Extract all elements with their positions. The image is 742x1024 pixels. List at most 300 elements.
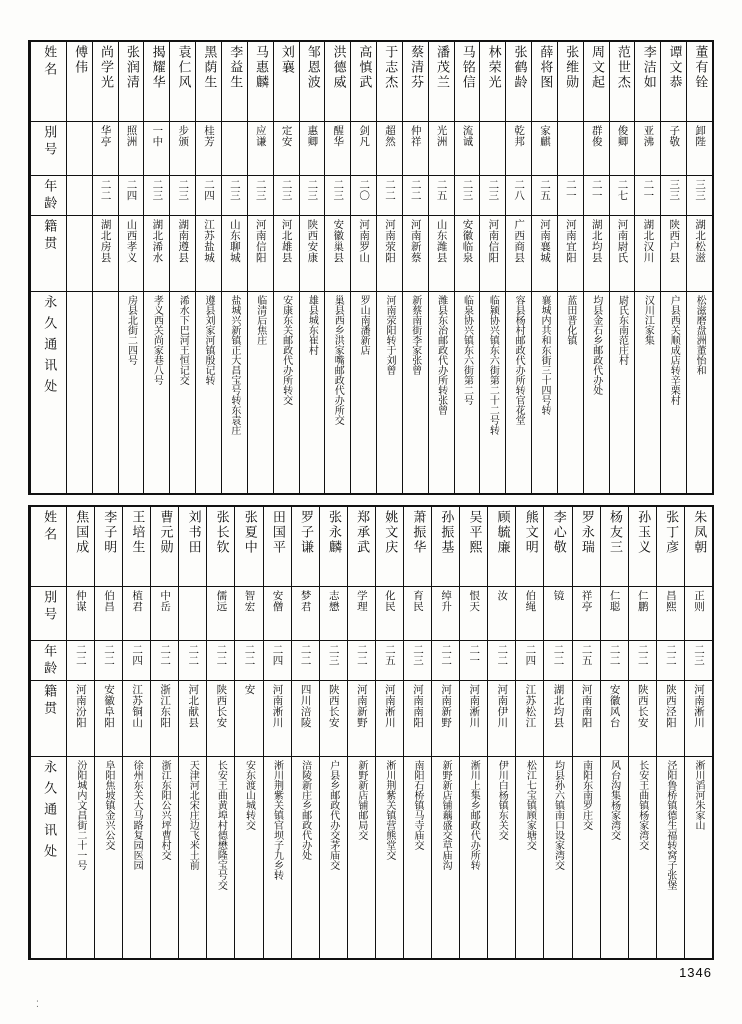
person-name-text: 邹恩波 [304,45,320,90]
person-address-text: 雄县城东崔村 [306,295,318,355]
person-native-place-text: 河北雄县 [280,219,293,263]
person-alias [95,587,122,641]
person-age [635,176,660,216]
person-address [558,292,583,493]
person-address-text: 临颍协兴镇东六街第二十二号转 [487,295,499,435]
person-age [235,641,262,681]
person-native-place-text: 安 [243,684,256,695]
person-age-text: 二五 [435,179,448,201]
person-name-text: 马惠麟 [253,45,269,90]
person-native-place-text: 河南伊川 [496,684,509,728]
person-native-place [264,681,291,757]
person-column [299,42,325,493]
person-alias [123,587,150,641]
person-native-place [460,681,487,757]
person-alias [403,122,428,176]
person-alias-text: 流诚 [461,125,474,147]
person-address-text: 淅川荆紫关镇官坝子九乡转 [271,760,283,880]
person-age [67,176,92,216]
person-name-text: 周文起 [589,45,605,90]
person-name [119,42,144,122]
person-address-text: 安康东关邮政代办所转交 [280,295,292,405]
person-column [459,507,487,958]
registry-table-top [28,40,714,495]
person-alias-text: 昌熙 [664,590,677,612]
person-age [170,176,195,216]
person-address-text: 蓝田普化镇 [564,295,576,345]
person-address [516,757,543,958]
person-name-text: 高慎武 [356,45,372,90]
person-alias [67,587,94,641]
person-column [169,42,195,493]
person-address [351,292,376,493]
person-column [195,42,221,493]
person-address-text: 孝义西关尚家巷八号 [151,295,163,385]
person-age [67,641,94,681]
person-native-place-text: 湖北均县 [590,219,603,263]
person-age-text: 二二 [299,644,312,666]
person-native-place-text: 陕西户县 [668,219,681,263]
header-address-text: 永久通讯处 [41,760,57,865]
person-age [610,176,635,216]
person-name-text: 杨友三 [606,510,622,555]
person-address [635,292,660,493]
person-name-text: 于志杰 [382,45,398,90]
person-name [320,507,347,587]
person-name [300,42,325,122]
person-age-text: 二四 [125,179,138,201]
person-name [685,507,712,587]
person-native-place [248,216,273,292]
person-name-text: 张维勋 [563,45,579,90]
person-name [635,42,660,122]
person-name-text: 谭文恭 [666,45,682,90]
person-alias-text: 一中 [151,125,164,147]
person-column [143,42,169,493]
header-name-text: 姓名 [41,510,57,544]
person-alias-text: 仁聪 [608,590,621,612]
person-alias [516,587,543,641]
person-age-text: 二三 [306,179,319,201]
person-column [531,42,557,493]
person-column [515,507,543,958]
person-age-text: 二三 [461,179,474,201]
person-native-place-text: 河南新野 [355,684,368,728]
person-alias-text: 育民 [412,590,425,612]
person-name-text: 李子明 [101,510,117,555]
person-age [376,641,403,681]
person-name [429,42,454,122]
person-name-text: 李益生 [227,45,243,90]
person-name [376,507,403,587]
person-native-place-text: 安徽临泉 [461,219,474,263]
person-alias-text: 照洲 [125,125,138,147]
person-age [584,176,609,216]
person-native-place [403,216,428,292]
person-alias [488,587,515,641]
person-address-text: 新蔡南街李家张曾 [409,295,421,375]
person-address [274,292,299,493]
person-address-text: 均县金石乡邮政代办处 [590,295,602,395]
person-column [92,42,118,493]
person-column [454,42,480,493]
person-alias-text: 子敬 [668,125,681,147]
person-native-place-text: 河南南阳 [412,684,425,728]
person-address [544,757,571,958]
person-address [532,292,557,493]
column-headers [30,42,66,493]
person-address-text: 松江七宝镇顾家塘交 [524,760,536,850]
person-alias-text: 正则 [692,590,705,612]
person-alias [432,587,459,641]
person-alias [661,122,686,176]
person-column [428,42,454,493]
person-address [95,757,122,958]
person-name-text: 熊文明 [522,510,538,555]
person-alias [429,122,454,176]
person-alias-text: 梦君 [299,590,312,612]
header-name [31,42,66,122]
person-name-text: 李心敬 [550,510,566,555]
person-name-text: 萧振华 [410,510,426,555]
person-column [291,507,319,958]
person-address [610,292,635,493]
person-age [432,641,459,681]
person-address-text: 罗山南潘新店 [358,295,370,355]
person-age [403,176,428,216]
person-alias [601,587,628,641]
person-alias-text: 步颁 [177,125,190,147]
person-address-text: 南阳石桥镇马寺庙交 [412,760,424,850]
person-name [123,507,150,587]
person-age-text: 二二 [243,644,256,666]
column-headers [30,507,66,958]
person-alias [320,587,347,641]
person-alias-text: 群俊 [590,125,603,147]
person-address-text: 河南荥阳转于刘曾 [383,295,395,375]
header-native-place-text: 籍贯 [41,219,57,253]
person-native-place [687,216,712,292]
person-name-text: 顾毓廉 [494,510,510,555]
person-native-place [292,681,319,757]
page-margin-mark: ⁚ [36,1000,39,1010]
person-name-text: 姚文庆 [382,510,398,555]
person-address-text: 户县西关顺成店转辛栗村 [668,295,680,405]
person-age [657,641,684,681]
person-age [377,176,402,216]
person-name [274,42,299,122]
person-address-text: 浠水下巴河王恒记交 [177,295,189,385]
person-name [222,42,247,122]
person-name [404,507,431,587]
person-native-place [573,681,600,757]
person-native-place [376,681,403,757]
person-name [93,42,118,122]
person-address-text: 淅川荆紫关镇营熊堂交 [383,760,395,860]
person-native-place [300,216,325,292]
person-native-place-text: 湖北松滋 [694,219,707,263]
person-native-place [432,681,459,757]
person-alias [248,122,273,176]
person-address [170,292,195,493]
person-address-text: 伊川白杨镇东关交 [496,760,508,840]
person-column [221,42,247,493]
person-name-text: 林荣光 [485,45,501,90]
person-age [687,176,712,216]
person-address [573,757,600,958]
person-address [222,292,247,493]
person-alias-text: 伯昌 [102,590,115,612]
person-alias [685,587,712,641]
person-address [403,292,428,493]
person-alias [532,122,557,176]
person-address [480,292,505,493]
person-native-place [455,216,480,292]
person-native-place-text: 河南襄城 [539,219,552,263]
person-address [123,757,150,958]
person-address [300,292,325,493]
person-name-text: 罗子谦 [297,510,313,555]
person-column [319,507,347,958]
person-name-text: 郑承武 [354,510,370,555]
person-address [320,757,347,958]
person-age [429,176,454,216]
person-name-text: 洪德威 [330,45,346,90]
person-age-text: 二二 [608,644,621,666]
person-age-text: 二三 [332,179,345,201]
person-native-place-text: 河南新野 [440,684,453,728]
person-address [377,292,402,493]
header-alias [31,587,66,641]
header-alias [31,122,66,176]
person-age-text: 二三 [327,644,340,666]
person-address-text: 户县乡邮政代办交茅庙交 [327,760,339,870]
person-native-place [151,681,178,757]
person-age-text: 二三 [254,179,267,201]
person-alias-text: 超然 [383,125,396,147]
person-age-text: 二一 [468,644,481,666]
person-name-text: 尚学光 [97,45,113,90]
person-name [67,507,94,587]
person-age-text: 二三 [692,644,705,666]
person-alias [151,587,178,641]
person-age [685,641,712,681]
person-column [118,42,144,493]
registry-tables [28,40,714,960]
person-age-text: 二〇 [358,179,371,201]
person-native-place-text: 河南宜阳 [564,219,577,263]
person-address [657,757,684,958]
person-name [480,42,505,122]
person-address-text: 巢县西乡洪家嘴邮政代办所交 [332,295,344,425]
person-native-place-text: 四川涪陵 [299,684,312,728]
person-alias-text: 惠卿 [306,125,319,147]
person-age-text: 二一 [564,179,577,201]
person-native-place-text: 湖北房县 [99,219,112,263]
person-native-place-text: 河南南阳 [580,684,593,728]
person-native-place [488,681,515,757]
person-name-text: 范世杰 [614,45,630,90]
person-native-place-text: 河南淅川 [271,684,284,728]
person-address [432,757,459,958]
person-native-place [320,681,347,757]
person-address [506,292,531,493]
person-alias-text: 俊卿 [616,125,629,147]
person-native-place [67,681,94,757]
person-name-text: 李洁如 [640,45,656,90]
person-alias [480,122,505,176]
person-address [376,757,403,958]
person-native-place-text: 河南淅川 [383,684,396,728]
header-address-text: 永久通讯处 [41,295,57,400]
person-alias [235,587,262,641]
person-native-place-text: 浙江东阳 [159,684,172,728]
header-address [31,292,66,493]
person-age [123,641,150,681]
person-address [151,757,178,958]
person-alias [376,587,403,641]
person-age-text: 二二 [187,644,200,666]
person-age-text: 二一 [642,179,655,201]
person-native-place [93,216,118,292]
person-native-place [179,681,206,757]
person-name-text: 焦国成 [73,510,89,555]
person-alias [455,122,480,176]
person-age [196,176,221,216]
person-native-place-text: 山东聊城 [228,219,241,263]
person-address [144,292,169,493]
person-name [325,42,350,122]
person-age [119,176,144,216]
person-alias [544,587,571,641]
person-column [609,42,635,493]
person-column [122,507,150,958]
header-native-place [31,216,66,292]
person-native-place [235,681,262,757]
person-name-text: 张永麟 [326,510,342,555]
person-native-place-text: 湖北汉川 [642,219,655,263]
person-alias-text: 亚沸 [642,125,655,147]
person-native-place [544,681,571,757]
person-column [479,42,505,493]
person-age-text: 二三 [151,179,164,201]
person-column [557,42,583,493]
person-name [403,42,428,122]
person-age [300,176,325,216]
person-name-text: 蔡清芬 [408,45,424,90]
person-native-place [429,216,454,292]
person-column [600,507,628,958]
person-address [93,292,118,493]
person-alias-text: 剑凡 [358,125,371,147]
person-native-place-text: 广西商县 [513,219,526,263]
person-name [687,42,712,122]
person-alias [300,122,325,176]
person-name-text: 董有铨 [692,45,708,90]
person-native-place [351,216,376,292]
person-address-text: 泾阳鲁桥镇德生福转窝子张堡 [664,760,676,890]
person-name-text: 马铭信 [459,45,475,90]
registry-table-bottom [28,505,714,960]
person-native-place-text: 河北献县 [187,684,200,728]
person-alias-text: 仲谋 [74,590,87,612]
person-address-text: 浙江东阳公兴坪曹村交 [159,760,171,860]
person-address [67,292,92,493]
person-address-text: 阜阳焦坡镇金兴公交 [102,760,114,850]
person-native-place-text: 陕西安康 [306,219,319,263]
person-alias [207,587,234,641]
person-native-place-text: 湖北浠水 [151,219,164,263]
person-name-text: 罗永瑞 [578,510,594,555]
person-alias [506,122,531,176]
person-age-text: 二二 [636,644,649,666]
person-name-text: 刘襄 [278,45,294,75]
person-alias-text: 绰升 [440,590,453,612]
person-age-text: 二二 [74,644,87,666]
person-address [488,757,515,958]
person-column [324,42,350,493]
person-address-text: 盐城兴新镇正大昌宝号转东袁庄 [228,295,240,435]
person-alias [144,122,169,176]
person-address-text: 天津河北宋庄边飞米土前 [187,760,199,870]
person-name [629,507,656,587]
person-address-text: 潍县东治邮政代办所转张曾 [435,295,447,415]
person-alias [377,122,402,176]
person-native-place-text: 安徽巢县 [332,219,345,263]
person-native-place [207,681,234,757]
person-name [601,507,628,587]
person-age [93,176,118,216]
person-address-text: 汾阳城内文昌街二十一号 [74,760,86,870]
person-age [601,641,628,681]
person-age [207,641,234,681]
person-column [178,507,206,958]
person-address [67,757,94,958]
person-age-text: 三三 [694,179,707,201]
person-age-text: 二五 [580,644,593,666]
person-alias-text: 志懋 [327,590,340,612]
person-alias [687,122,712,176]
person-alias [629,587,656,641]
person-name [657,507,684,587]
person-name-text: 黑荫生 [201,45,217,90]
person-alias-text: 恨天 [468,590,481,612]
person-native-place-text: 安徽风台 [608,684,621,728]
person-age [573,641,600,681]
person-address-text: 涪陵新庄乡邮政代办处 [299,760,311,860]
person-name-text: 孙振基 [438,510,454,555]
person-native-place [532,216,557,292]
person-alias-text: 学理 [355,590,368,612]
person-name [432,507,459,587]
person-age-text: 二二 [409,179,422,201]
person-column [656,507,684,958]
person-address [685,757,712,958]
person-native-place [95,681,122,757]
person-alias [325,122,350,176]
person-column [375,507,403,958]
person-alias-text: 光洲 [435,125,448,147]
person-column [684,507,712,958]
person-age-text: 二四 [524,644,537,666]
person-age-text: 二一 [590,179,603,201]
person-alias [170,122,195,176]
person-native-place [348,681,375,757]
person-name-text: 张润清 [123,45,139,90]
person-age [532,176,557,216]
page-number: 1346 [679,965,712,980]
person-native-place [629,681,656,757]
